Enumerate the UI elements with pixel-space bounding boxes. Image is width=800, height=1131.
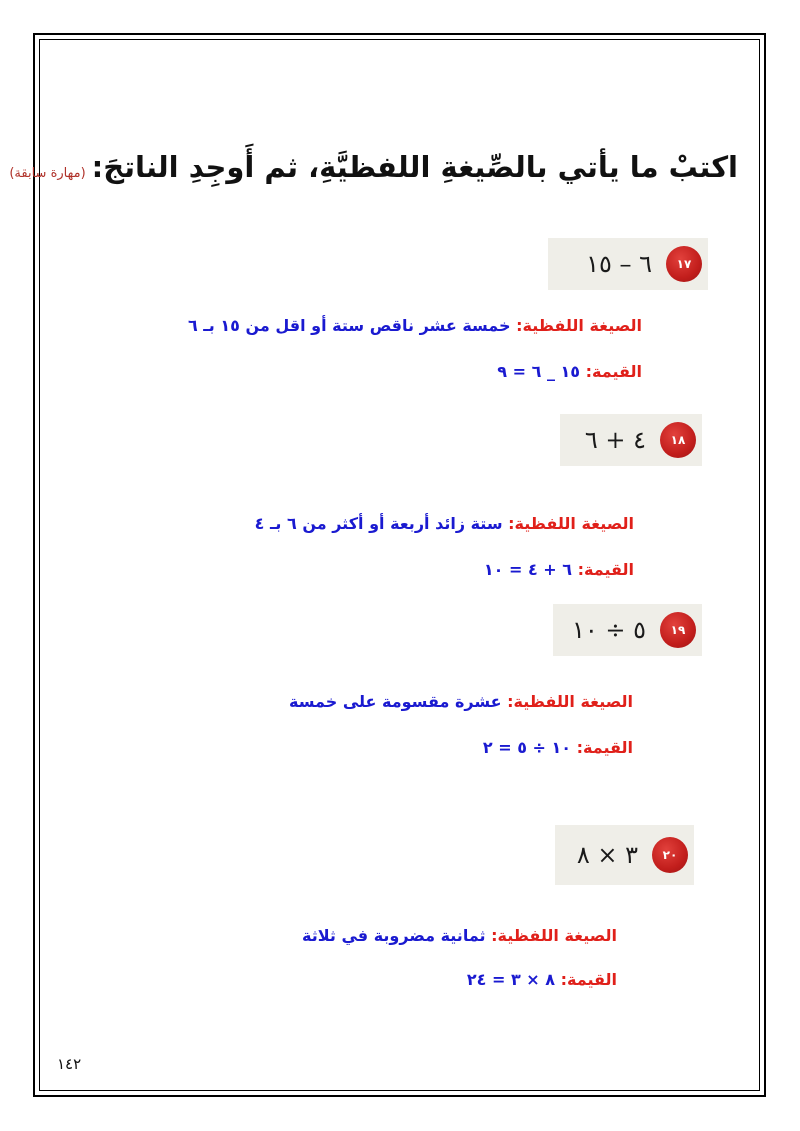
value-text: ٦ + ٤ = ١٠ bbox=[483, 560, 573, 579]
verbal-label: الصيغة اللفظية: bbox=[516, 316, 642, 335]
verbal-text: خمسة عشر ناقص ستة أو اقل من ١٥ بـ ٦ bbox=[187, 316, 511, 335]
value-19 bbox=[483, 738, 633, 757]
problem-box-20 bbox=[555, 825, 694, 885]
problem-expression: ٥ ÷ ١٠ bbox=[571, 616, 646, 644]
heading-instruction: اكتبْ ما يأتي بالصِّيغةِ اللفظيَّةِ، ثم أَوجِدِ الناتجَ: bbox=[91, 150, 738, 184]
problem-box-19 bbox=[553, 604, 702, 656]
value-text: ١٥ _ ٦ = ٩ bbox=[497, 362, 581, 381]
problem-box-17 bbox=[548, 238, 708, 290]
verbal-form-18 bbox=[255, 514, 634, 533]
problem-number-badge: ٢٠ bbox=[652, 837, 688, 873]
value-20 bbox=[467, 970, 617, 989]
exercise-heading bbox=[9, 150, 738, 184]
verbal-label: الصيغة اللفظية: bbox=[508, 514, 634, 533]
verbal-label: الصيغة اللفظية: bbox=[507, 692, 633, 711]
value-text: ٨ × ٣ = ٢٤ bbox=[466, 970, 556, 989]
heading-note: (مهارة سابقة) bbox=[9, 166, 86, 181]
page-number: ١٤٢ bbox=[57, 1055, 82, 1073]
verbal-form-20 bbox=[302, 926, 617, 945]
problem-number-badge: ١٩ bbox=[660, 612, 696, 648]
value-label: القيمة: bbox=[560, 970, 617, 989]
verbal-label: الصيغة اللفظية: bbox=[491, 926, 617, 945]
problem-box-18 bbox=[560, 414, 702, 466]
verbal-form-19 bbox=[289, 692, 633, 711]
value-label: القيمة: bbox=[576, 738, 633, 757]
value-label: القيمة: bbox=[585, 362, 642, 381]
problem-expression: ٤ + ٦ bbox=[584, 426, 646, 454]
value-18 bbox=[484, 560, 634, 579]
value-label: القيمة: bbox=[577, 560, 634, 579]
problem-number-badge: ١٨ bbox=[660, 422, 696, 458]
verbal-form-17 bbox=[188, 316, 642, 335]
problem-expression: ٣ × ٨ bbox=[576, 841, 638, 869]
verbal-text: ستة زائد أربعة أو أكثر من ٦ بـ ٤ bbox=[254, 514, 503, 533]
value-17 bbox=[497, 362, 642, 381]
value-text: ١٠ ÷ ٥ = ٢ bbox=[482, 738, 572, 757]
verbal-text: ثمانية مضروبة في ثلاثة bbox=[302, 926, 486, 945]
verbal-text: عشرة مقسومة على خمسة bbox=[289, 692, 502, 711]
problem-number-badge: ١٧ bbox=[666, 246, 702, 282]
problem-expression: ٦ – ١٥ bbox=[586, 250, 652, 278]
